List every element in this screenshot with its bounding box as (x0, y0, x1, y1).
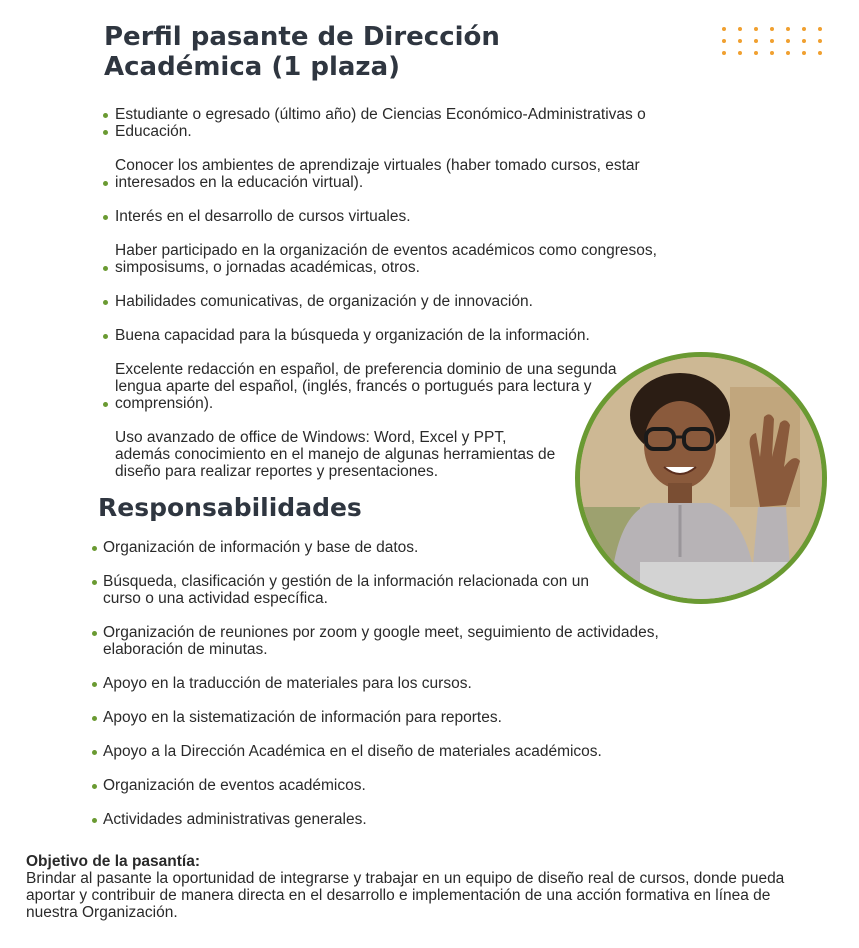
requirement-item: Interés en el desarrollo de cursos virtuales. (103, 191, 703, 225)
requirement-item: Haber participado en la organización de eventos académicos como congresos, simposisums, o jornadas académicas, otros. (103, 225, 703, 276)
requirement-item: Excelente redacción en español, de preferencia dominio de una segunda lengua aparte del español, (inglés, francés o portugués para lectura y comprensión). (103, 344, 635, 412)
student-photo (575, 352, 827, 604)
responsibility-item: Apoyo en la traducción de materiales para los cursos. (92, 675, 692, 692)
objective-text: Brindar al pasante la oportunidad de integrarse y trabajar en un equipo de diseño real de cursos, donde pueda aportar y contribuir de manera directa en el desarrollo e implementación de una acción formativa en línea de nuestra Organización. (26, 870, 785, 921)
requirement-item: Estudiante o egresado (último año) de Ciencias Económico-Administrativas o Educación. (103, 106, 703, 140)
responsibility-item: Apoyo a la Dirección Académica en el diseño de materiales académicos. (92, 743, 692, 760)
responsibility-item: Organización de información y base de datos. (92, 539, 692, 556)
responsibility-item: Actividades administrativas generales. (92, 811, 692, 828)
requirement-item: Buena capacidad para la búsqueda y organización de la información. (103, 310, 703, 344)
requirement-item: Habilidades comunicativas, de organización y de innovación. (103, 276, 703, 310)
decorative-dot-grid (722, 27, 834, 67)
responsibility-item: Organización de reuniones por zoom y google meet, seguimiento de actividades, elaboración de minutas. (92, 624, 692, 658)
page-title: Perfil pasante de Dirección Académica (1 plaza) (104, 22, 500, 82)
responsibilities-heading: Responsabilidades (98, 493, 362, 522)
requirement-item: Uso avanzado de office de Windows: Word, Excel y PPT, además conocimiento en el manejo de algunas herramientas de diseño para realizar reportes y presentaciones. (103, 412, 565, 480)
responsibilities-list (92, 539, 692, 845)
objective-section (26, 853, 826, 921)
student-illustration (580, 357, 822, 599)
requirement-item: Conocer los ambientes de aprendizaje virtuales (haber tomado cursos, estar interesados en la educación virtual). (103, 140, 703, 191)
responsibility-item: Organización de eventos académicos. (92, 777, 692, 794)
responsibility-item: Búsqueda, clasificación y gestión de la información relacionada con un curso o una actividad específica. (92, 573, 593, 607)
responsibility-item: Apoyo en la sistematización de información para reportes. (92, 709, 692, 726)
objective-label: Objetivo de la pasantía: (26, 853, 200, 870)
